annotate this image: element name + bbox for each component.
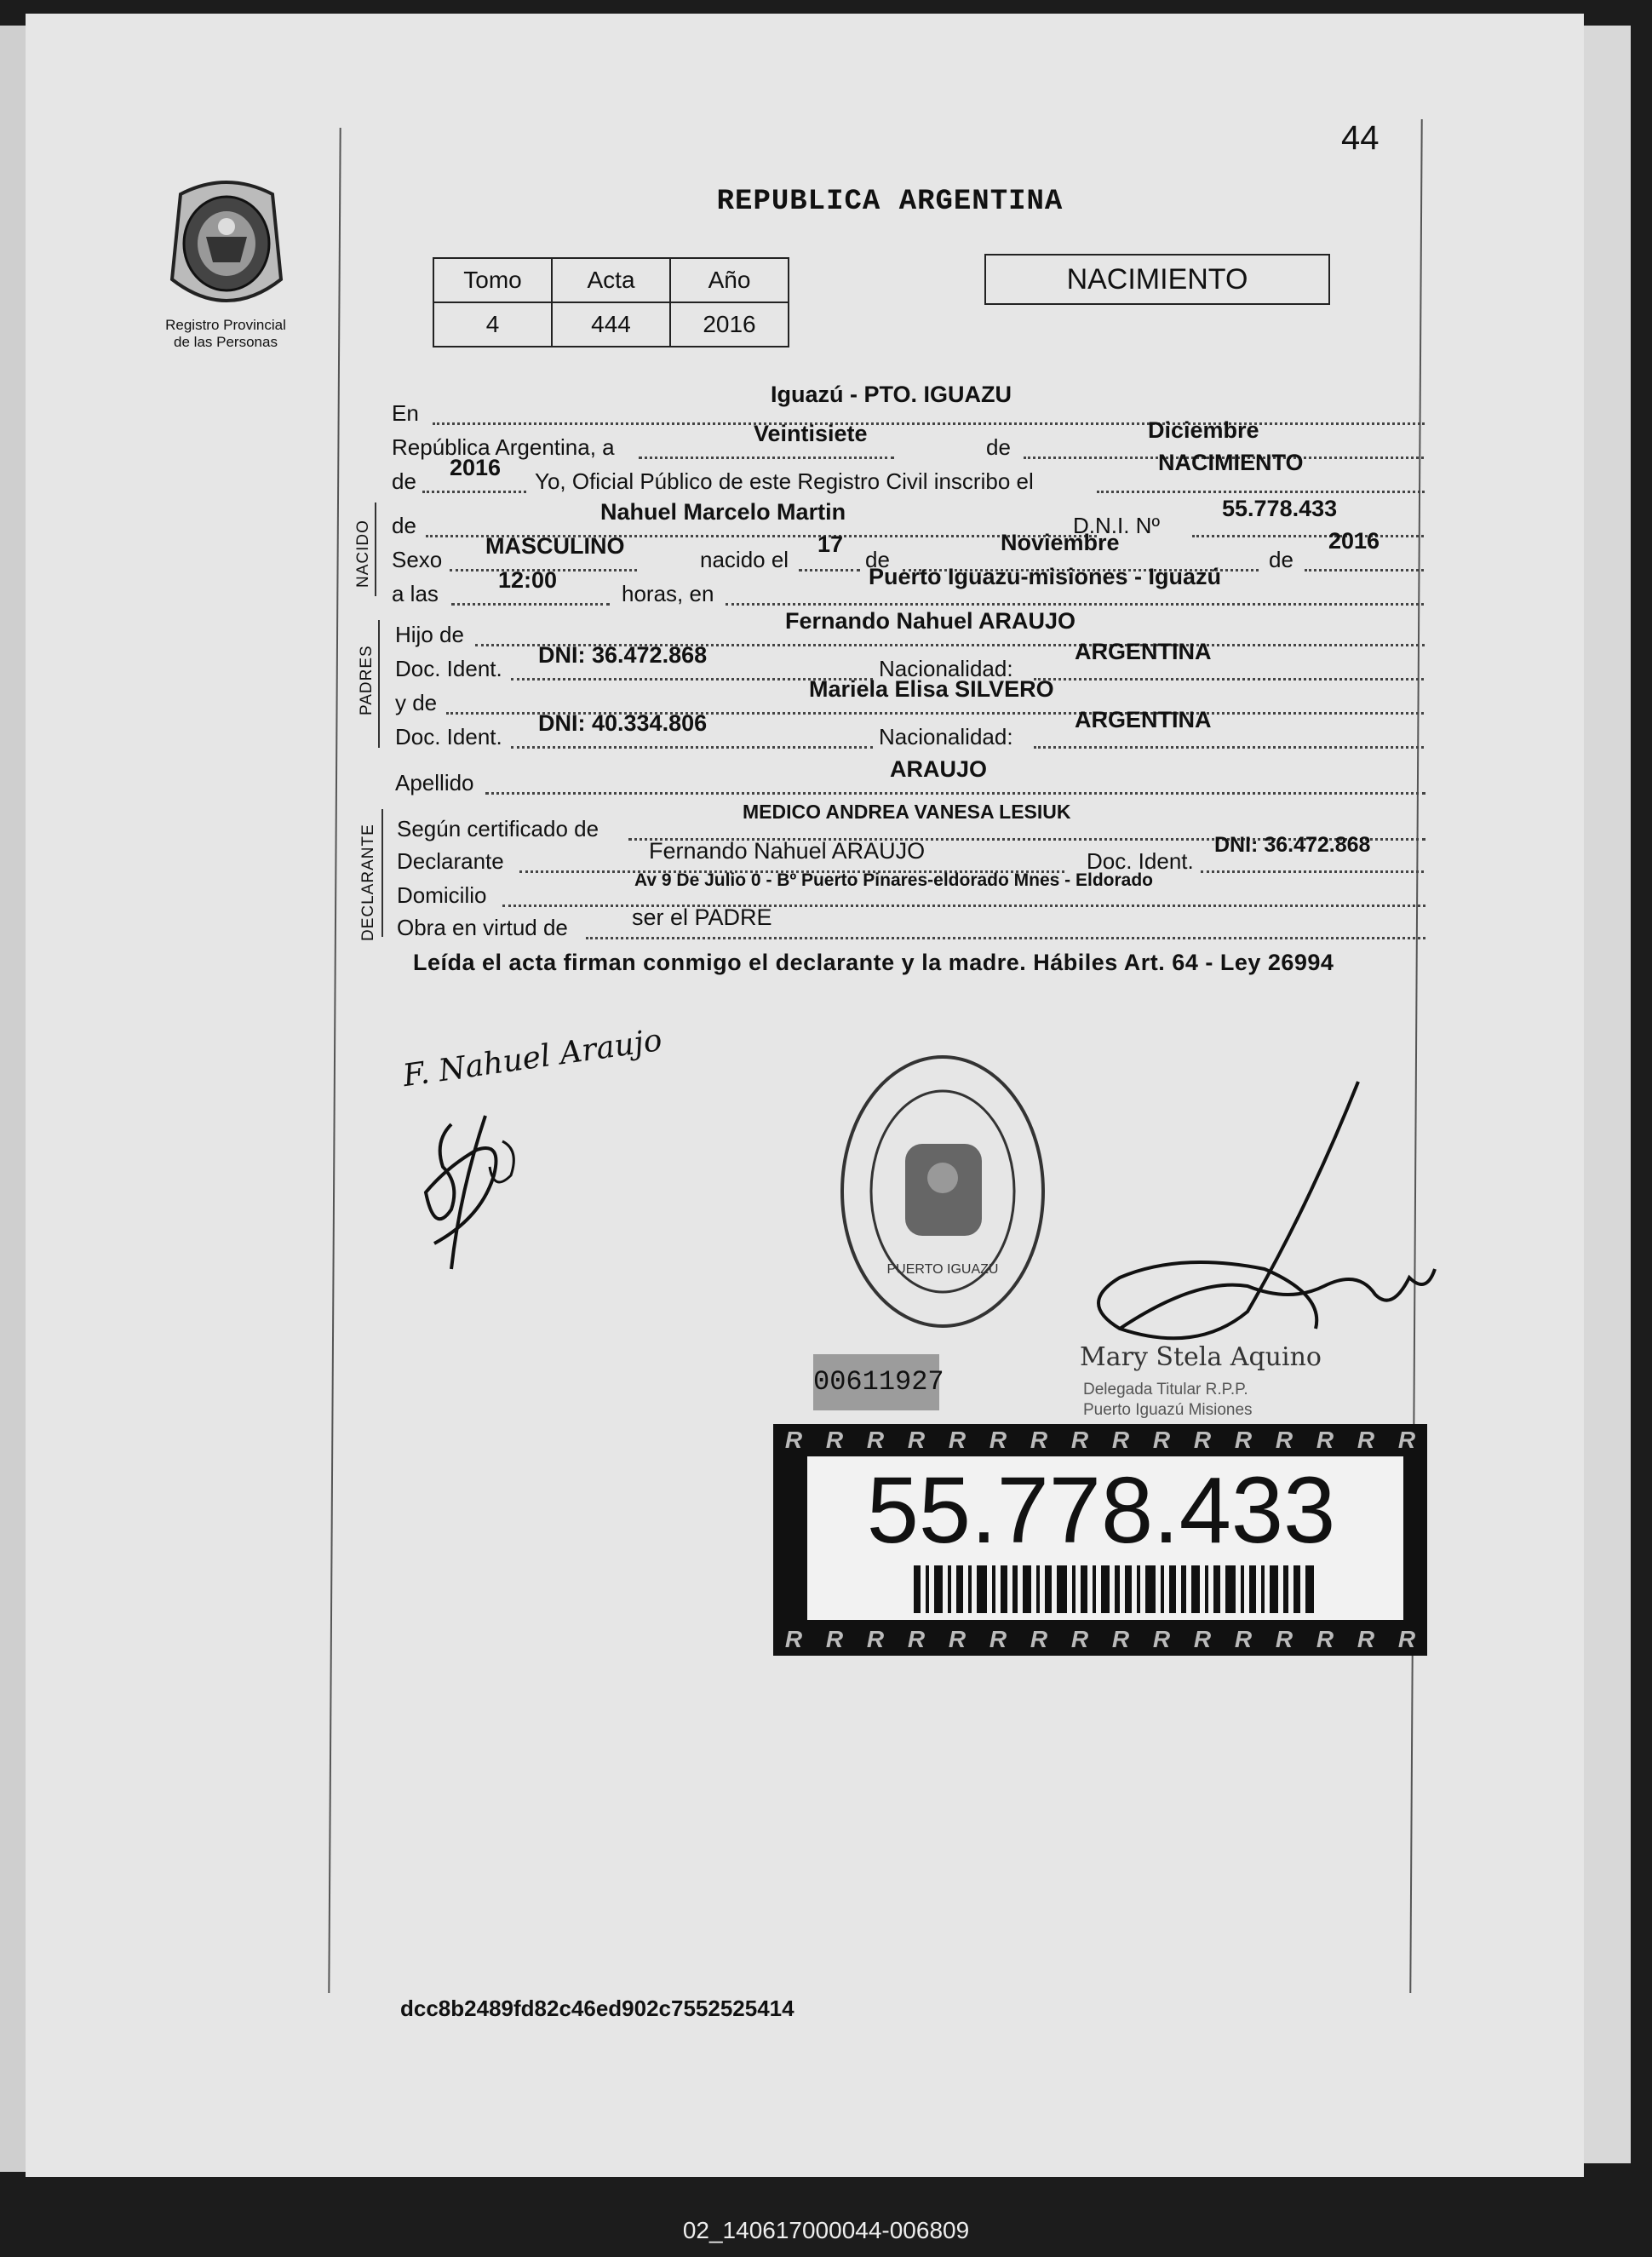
official-signature — [1069, 1073, 1443, 1371]
anio-header: Año — [670, 258, 789, 302]
child-dni-value: 55.778.433 — [1222, 496, 1338, 521]
father-name-value: Fernando Nahuel ARAUJO — [785, 608, 1076, 634]
sex-value: MASCULINO — [485, 533, 625, 559]
day-text-value: Veintisiete — [754, 421, 868, 446]
acta-value: 444 — [552, 302, 670, 347]
logo-caption: Registro Provincial de las Personas — [165, 317, 286, 350]
official-name: Mary Stela Aquino — [1080, 1342, 1322, 1372]
mother-doc-value: DNI: 40.334.806 — [538, 710, 708, 736]
sticker-label — [807, 1456, 1403, 1620]
label-a-las: a las — [392, 581, 439, 606]
label-sexo: Sexo — [392, 547, 443, 572]
sticker-bottom-strip: R R R R R R R R R R R R R R R R — [784, 1626, 1416, 1652]
mother-nationality-value: ARGENTINA — [1075, 707, 1212, 732]
document-title: REPUBLICA ARGENTINA — [716, 186, 1064, 218]
father-doc-value: DNI: 36.472.868 — [538, 642, 708, 668]
label-horas-en: horas, en — [622, 581, 714, 606]
label-declarante: Declarante — [397, 848, 504, 874]
anio-value: 2016 — [670, 302, 789, 347]
section-padres-label: PADRES — [358, 645, 376, 715]
label-de-1: de — [986, 434, 1011, 460]
label-y-de: y de — [395, 690, 438, 715]
record-type-box: NACIMIENTO — [984, 254, 1330, 305]
section-declarante-label: DECLARANTE — [359, 824, 377, 941]
place-value: Iguazú - PTO. IGUAZU — [771, 382, 1012, 407]
closing-note: Leída el acta firman conmigo el declarante y la madre. Hábiles Art. 64 - Ley 26994 — [413, 950, 1334, 975]
birth-time-value: 12:00 — [498, 567, 558, 593]
label-de-4: de — [865, 547, 890, 572]
surname-value: ARAUJO — [890, 756, 988, 782]
label-de-2: de — [392, 468, 416, 494]
label-republica: República Argentina, a — [392, 434, 615, 460]
birth-place-value: Puerto Iguazu-misiones - Iguazú — [869, 564, 1222, 589]
label-en: En — [392, 400, 419, 426]
address-value: Av 9 De Julio 0 - Bº Puerto Pinares-eldorado Mnes - Eldorado — [634, 870, 1154, 890]
dni-sticker — [773, 1424, 1427, 1656]
child-name-value: Nahuel Marcelo Martin — [600, 499, 846, 525]
tomo-header: Tomo — [433, 258, 552, 302]
sticker-barcode — [914, 1565, 1314, 1613]
official-role: Delegada Titular R.P.P. Puerto Iguazú Misiones — [1083, 1381, 1253, 1419]
birth-year-value: 2016 — [1328, 528, 1380, 554]
label-domicilio: Domicilio — [397, 882, 487, 908]
page-number: 44 — [1341, 119, 1380, 157]
document-serial: 00611927 — [813, 1354, 939, 1410]
record-reference-table — [433, 257, 789, 347]
section-nacido-label: NACIDO — [354, 520, 372, 588]
declarant-signature — [400, 1022, 673, 1278]
birth-day-value: 17 — [817, 531, 844, 557]
stamp-city: PUERTO IGUAZU — [886, 1262, 999, 1277]
label-doc-ident-1: Doc. Ident. — [395, 656, 502, 681]
label-dni: D.N.I. Nº — [1073, 513, 1160, 538]
father-nationality-value: ARGENTINA — [1075, 639, 1212, 664]
mother-name-value: Mariela Elisa SILVERO — [809, 676, 1054, 702]
label-hijo-de: Hijo de — [395, 622, 464, 647]
label-nacionalidad-2: Nacionalidad: — [879, 724, 1013, 749]
capacity-value: ser el PADRE — [632, 905, 772, 930]
label-nacionalidad-1: Nacionalidad: — [879, 656, 1013, 681]
tomo-value: 4 — [433, 302, 552, 347]
declarant-value: Fernando Nahuel ARAUJO — [649, 838, 926, 864]
label-de-3: de — [392, 513, 416, 538]
label-yo-oficial: Yo, Oficial Público de este Registro Civil inscribo el — [535, 468, 1034, 494]
certificate-by-value: MEDICO ANDREA VANESA LESIUK — [743, 801, 1071, 823]
label-doc-ident-3: Doc. Ident. — [1087, 848, 1194, 874]
month-value: Diciembre — [1148, 417, 1259, 443]
registry-stamp — [839, 1050, 1047, 1333]
label-segun-certificado: Según certificado de — [397, 816, 599, 841]
acta-header: Acta — [552, 258, 670, 302]
label-de-5: de — [1269, 547, 1293, 572]
label-doc-ident-2: Doc. Ident. — [395, 724, 502, 749]
label-nacido-el: nacido el — [700, 547, 789, 572]
label-apellido: Apellido — [395, 770, 474, 795]
handwritten-declarant-name: F. Nahuel Araujo — [400, 1022, 664, 1094]
sticker-dni-number: 55.778.433 — [866, 1458, 1336, 1563]
year-value: 2016 — [450, 455, 502, 480]
birth-month-value: Noviembre — [1001, 530, 1120, 555]
declarant-doc-value: DNI: 36.472.868 — [1214, 833, 1371, 857]
act-type-value: NACIMIENTO — [1158, 450, 1304, 475]
document-hash: dcc8b2489fd82c46ed902c7552525414 — [400, 1996, 794, 2021]
scan-file-id: 02_140617000044-006809 — [682, 2217, 970, 2243]
label-obra-en-virtud: Obra en virtud de — [397, 915, 568, 940]
sticker-top-strip: R R R R R R R R R R R R R R R R — [784, 1427, 1416, 1453]
